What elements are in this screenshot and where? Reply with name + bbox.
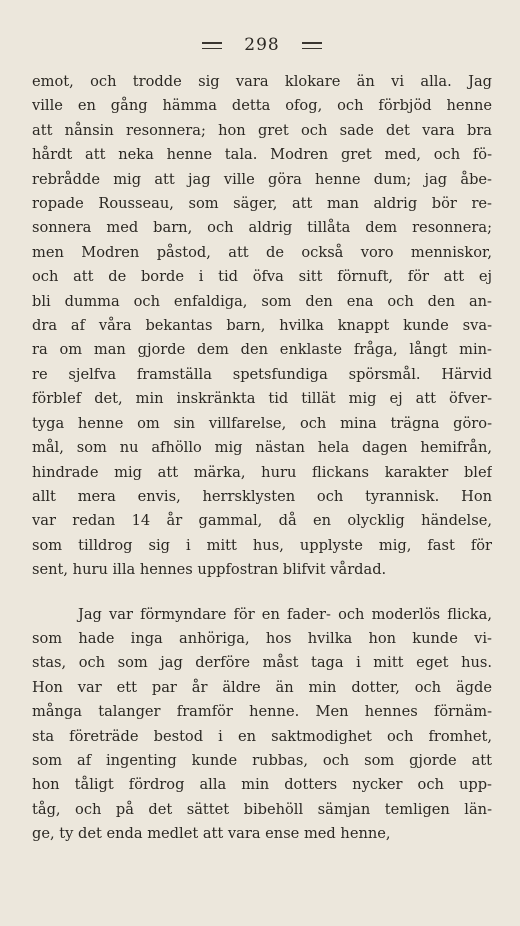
text-line: sent, huru illa hennes uppfostran blifvit vårdad. [32,561,387,579]
text-line: hårdt att neka henne tala. Modren gret med, och fö- [32,146,492,164]
text-line: som tilldrog sig i mitt hus, upplyste mig, fast för [32,536,492,554]
text-line: var redan 14 år gammal, då en olycklig händelse, [32,512,492,530]
text-line: som hade inga anhöriga, hos hvilka hon kunde vi- [32,629,492,647]
text-line: re sjelfva framställa spetsfundiga spörsmål. Härvid [32,365,492,383]
text-line: hon tåligt fördrog alla min dotters nycker och upp- [32,776,492,794]
left-ornament-icon [202,42,222,49]
body-text [32,70,492,847]
text-line: tåg, och på det sättet bibehöll sämjan temligen län- [32,800,492,818]
paragraph-gap [32,583,492,603]
text-line: Jag var förmyndare för en fader- och moderlös flicka, [78,605,492,623]
text-line: men Modren påstod, att de också voro menniskor, [32,243,492,261]
text-line: bli dumma och enfaldiga, som den ena och den an- [32,292,492,310]
right-ornament-icon [302,42,322,49]
text-line: tyga henne om sin villfarelse, och mina trägna göro- [32,414,492,432]
text-line: hindrade mig att märka, huru flickans karakter blef [32,463,492,481]
text-line: många talanger framför henne. Men hennes förnäm- [32,703,492,721]
text-line: som af ingenting kunde rubbas, och som gjorde att [32,751,492,769]
text-line: stas, och som jag derföre måst taga i mitt eget hus. [32,654,492,672]
text-line: att nånsin resonnera; hon gret och sade det vara bra [32,121,492,139]
text-line: ra om man gjorde dem den enklaste fråga, långt min- [32,341,492,359]
text-line: Hon var ett par år äldre än min dotter, och ägde [32,678,492,696]
text-line: emot, och trodde sig vara klokare än vi alla. Jag [32,73,492,90]
text-line: rebrådde mig att jag ville göra henne dum; jag åbe- [32,170,492,188]
text-line: sonnera med barn, och aldrig tillåta dem resonnera; [32,219,492,237]
text-line: ville en gång hämma detta ofog, och förbjöd henne [32,97,492,115]
text-line: dra af våra bekantas barn, hvilka knappt kunde sva- [32,317,492,335]
text-line: mål, som nu afhöllo mig nästan hela dagen hemifrån, [32,439,492,457]
text-line: ge, ty det enda medlet att vara ense med henne, [32,825,391,843]
page-number: 298 [244,35,280,55]
text-line: ropade Rousseau, som säger, att man aldrig bör re- [32,195,492,213]
text-line: sta företräde bestod i en saktmodighet och fromhet, [32,727,492,745]
text-line: och att de borde i tid öfva sitt förnuft, för att ej [32,268,492,286]
page-header [32,34,492,56]
text-line: förblef det, min inskränkta tid tillät mig ej att öfver- [32,390,492,408]
paragraph-1 [32,70,492,583]
paragraph-2 [32,603,492,847]
text-line: allt mera envis, herrsklysten och tyrannisk. Hon [32,487,492,505]
